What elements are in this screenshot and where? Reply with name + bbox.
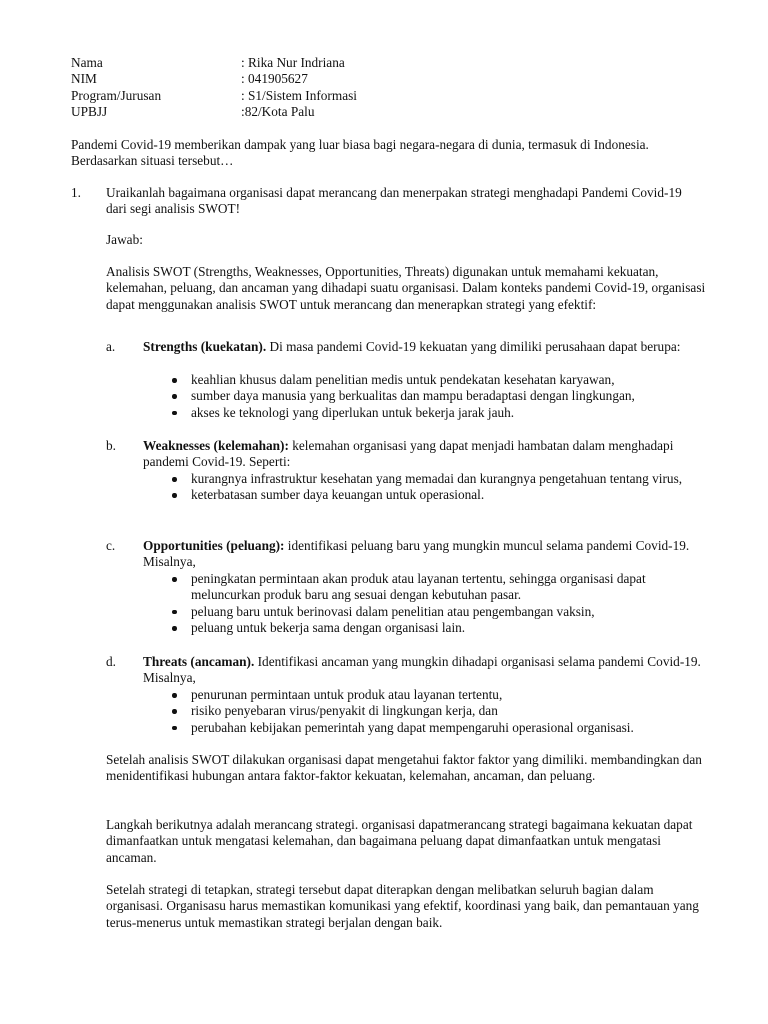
list-item <box>168 720 703 736</box>
bullet-dot <box>172 394 177 399</box>
list-item-text: perubahan kebijakan pemerintah yang dapat mempengaruhi operasional organisasi. <box>191 719 634 735</box>
identity-value: : 041905627 <box>241 71 308 87</box>
list-item <box>168 620 703 636</box>
section-heading <box>143 339 703 355</box>
identity-value: :82/Kota Palu <box>241 104 315 120</box>
identity-label: UPBJJ <box>71 104 108 120</box>
bullet-dot <box>172 411 177 416</box>
section-letter: a. <box>106 339 116 354</box>
section-title: Strengths (kuekatan). <box>143 339 267 354</box>
closing-paragraph: Langkah berikutnya adalah merancang strategi. organisasi dapatmerancang strategi bagaimana kekuatan dapat dimanfaatkan untuk mengatasi kelemahan, dan bagaimana peluang dapat dimanfaatkan untuk mengatasi ancaman. <box>106 817 693 865</box>
list-item-text: penurunan permintaan untuk produk atau layanan tertentu, <box>191 687 503 702</box>
list-item <box>168 604 703 620</box>
list-item-text: peningkatan permintaan akan produk atau layanan tertentu, sehingga organisasi dapat meluncurkan produk baru ang sesuai dengan kebutuhan pasar. <box>191 571 646 603</box>
bullet-dot <box>172 577 177 582</box>
bullet-list <box>168 471 703 504</box>
identity-row-upbjj <box>71 104 357 120</box>
section-letter: d. <box>106 654 116 669</box>
list-item <box>168 405 703 421</box>
bullet-dot <box>172 477 177 482</box>
section-title: Weaknesses (kelemahan): <box>143 438 289 453</box>
closing-paragraph: Setelah analisis SWOT dilakukan organisasi dapat mengetahui faktor faktor yang dimiliki. membandingkan dan menidentifikasi hubungan antara faktor-faktor kekuatan, kelemahan, ancaman, dan peluang. <box>106 752 702 784</box>
answer-intro-paragraph: Analisis SWOT (Strengths, Weaknesses, Opportunities, Threats) digunakan untuk memahami kekuatan, kelemahan, peluang, dan ancaman yang dihadapi suatu organisasi. Dalam konteks pandemi Covid-19, organisasi dapat menggunakan analisis SWOT untuk merancang dan menerapkan strategi yang efektif: <box>106 264 706 312</box>
section-title: Threats (ancaman). <box>143 654 255 669</box>
bullet-dot <box>172 709 177 714</box>
list-item-text: keterbatasan sumber daya keuangan untuk operasional. <box>191 487 485 503</box>
bullet-dot <box>172 726 177 731</box>
identity-value: : S1/Sistem Informasi <box>241 87 357 103</box>
bullet-dot <box>172 378 177 383</box>
identity-label: Program/Jurusan <box>71 87 162 103</box>
bullet-list <box>168 571 703 637</box>
list-item <box>168 388 703 404</box>
section-heading <box>143 438 703 471</box>
answer-label: Jawab: <box>106 232 143 247</box>
section-description: Di masa pandemi Covid-19 kekuatan yang dimiliki perusahaan dapat berupa: <box>266 339 681 354</box>
bullet-dot <box>172 610 177 615</box>
student-identity-table <box>71 55 357 121</box>
list-item <box>168 571 703 604</box>
list-item-text: risiko penyebaran virus/penyakit di lingkungan kerja, dan <box>191 703 498 719</box>
identity-row-nim <box>71 71 357 87</box>
identity-label: Nama <box>71 55 103 70</box>
question-number: 1. <box>71 185 81 200</box>
list-item <box>168 471 703 487</box>
bullet-dot <box>172 693 177 698</box>
identity-row-name <box>71 55 357 71</box>
list-item-text: sumber daya manusia yang berkualitas dan mampu beradaptasi dengan lingkungan, <box>191 388 635 404</box>
bullet-dot <box>172 626 177 631</box>
list-item <box>168 372 703 388</box>
section-description: kelemahan organisasi yang dapat menjadi hambatan dalam menghadapi pandemi Covid-19. Seperti: <box>143 438 674 470</box>
identity-row-program <box>71 88 357 104</box>
section-letter: b. <box>106 438 116 453</box>
bullet-list <box>168 687 703 736</box>
list-item-text: peluang untuk bekerja sama dengan organisasi lain. <box>191 620 466 636</box>
section-title: Opportunities (peluang): <box>143 538 285 553</box>
bullet-list <box>168 372 703 421</box>
section-letter: c. <box>106 538 116 553</box>
section-heading <box>143 654 703 687</box>
identity-value: : Rika Nur Indriana <box>241 55 345 70</box>
list-item <box>168 687 703 703</box>
list-item-text: peluang baru untuk berinovasi dalam penelitian atau pengembangan vaksin, <box>191 603 595 619</box>
list-item <box>168 703 703 719</box>
section-description: Identifikasi ancaman yang mungkin dihadapi organisasi selama pandemi Covid-19. Misalnya, <box>143 654 701 686</box>
closing-paragraph: Setelah strategi di tetapkan, strategi tersebut dapat diterapkan dengan melibatkan seluruh bagian dalam organisasi. Organisasu harus memastikan komunikasi yang efektif, koordinasi yang baik, dan pemantauan yang terus-menerus untuk memastikan strategi berjalan dengan baik. <box>106 882 699 930</box>
section-description: identifikasi peluang baru yang mungkin muncul selama pandemi Covid-19. Misalnya, <box>143 538 690 570</box>
identity-label: NIM <box>71 71 97 87</box>
question-text: Uraikanlah bagaimana organisasi dapat merancang dan menerpakan strategi menghadapi Pandemi Covid-19 dari segi analisis SWOT! <box>106 185 682 217</box>
section-heading <box>143 538 703 571</box>
list-item <box>168 487 703 503</box>
intro-paragraph: Pandemi Covid-19 memberikan dampak yang luar biasa bagi negara-negara di dunia, termasuk di Indonesia. Berdasarkan situasi tersebut… <box>71 137 649 169</box>
list-item-text: keahlian khusus dalam penelitian medis untuk pendekatan kesehatan karyawan, <box>191 372 615 387</box>
list-item-text: akses ke teknologi yang diperlukan untuk bekerja jarak jauh. <box>191 404 515 420</box>
list-item-text: kurangnya infrastruktur kesehatan yang memadai dan kurangnya pengetahuan tentang virus, <box>191 471 683 486</box>
bullet-dot <box>172 493 177 498</box>
